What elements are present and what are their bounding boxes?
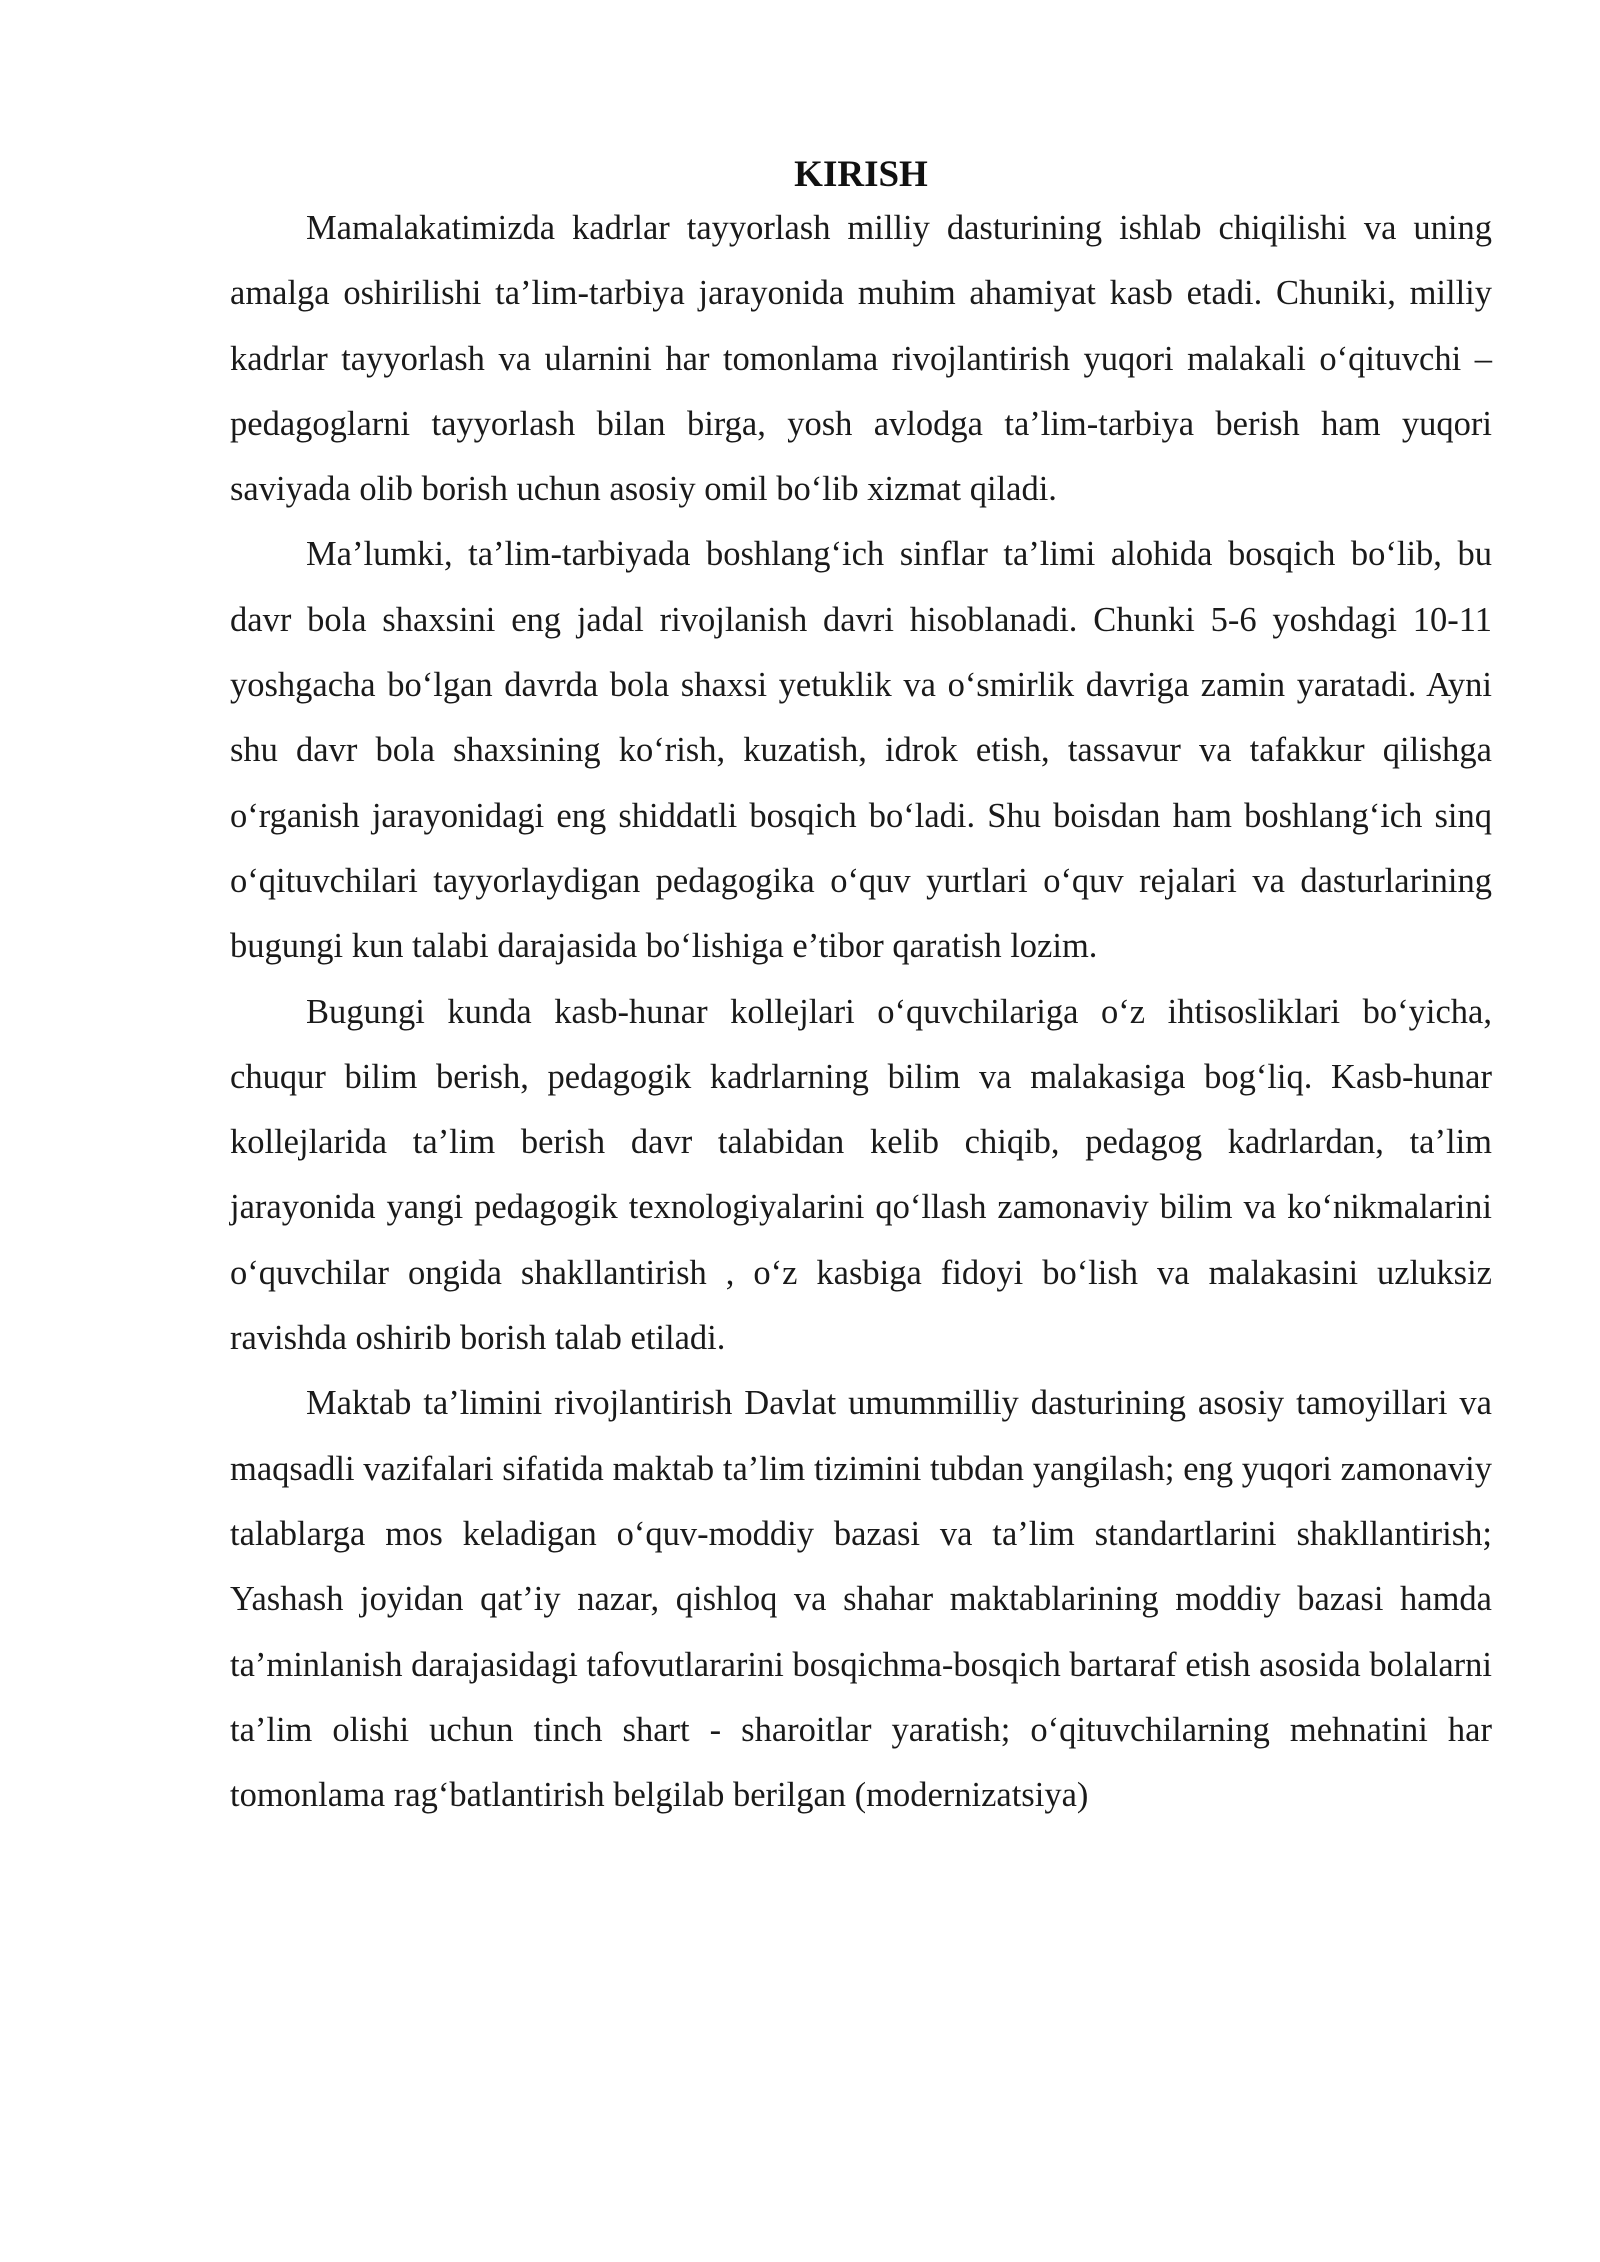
heading-container: [230, 150, 1492, 200]
paragraph-4: Maktab ta’limini rivojlantirish Davlat umummilliy dasturining asosiy tamoyillari va maqsadli vazifalari sifatida maktab ta’lim tizimini tubdan yangilash; eng yuqori zamonaviy talablarga mos keladigan o‘quv-moddiy bazasi va ta’lim standartlarini shakllantirish; Yashash joyidan qat’iy nazar, qishloq va shahar maktablarining moddiy bazasi hamda ta’minlanish darajasidagi tafovutlararini bosqichma-bosqich bartaraf etish asosida bolalarni ta’lim olishi uchun tinch shart - sharoitlar yaratish; o‘qituvchilarning mehnatini har tomonlama rag‘batlantirish belgilab berilgan (modernizatsiya): [230, 1384, 1492, 1815]
paragraph-3: Bugungi kunda kasb-hunar kollejlari o‘quvchilariga o‘z ihtisosliklari bo‘yicha, chuqur bilim berish, pedagogik kadrlarning bilim va malakasiga bog‘liq. Kasb-hunar kollejlarida ta’lim berish davr talabidan kelib chiqib, pedagog kadrlardan, ta’lim jarayonida yangi pedagogik texnologiyalarini qo‘llash zamonaviy bilim va ko‘nikmalarini o‘quvchilar ongida shakllantirish , o‘z kasbiga fidoyi bo‘lish va malakasini uzluksiz ravishda oshirib borish talab etiladi.: [230, 992, 1492, 1358]
document-body: [230, 196, 1492, 1828]
page-title: KIRISH: [794, 154, 928, 195]
paragraph-1: Mamalakatimizda kadrlar tayyorlash milliy dasturining ishlab chiqilishi va uning amalga oshirilishi ta’lim-tarbiya jarayonida muhim ahamiyat kasb etadi. Chuniki, milliy kadrlar tayyorlash va ularnini har tomonlama rivojlantirish yuqori malakali o‘qituvchi –pedagoglarni tayyorlash bilan birga, yosh avlodga ta’lim-tarbiya berish ham yuqori saviyada olib borish uchun asosiy omil bo‘lib xizmat qiladi.: [230, 209, 1492, 509]
paragraph-2: Ma’lumki, ta’lim-tarbiyada boshlang‘ich sinflar ta’limi alohida bosqich bo‘lib, bu davr bola shaxsini eng jadal rivojlanish davri hisoblanadi. Chunki 5-6 yoshdagi 10-11 yoshgacha bo‘lgan davrda bola shaxsi yetuklik va o‘smirlik davriga zamin yaratadi. Ayni shu davr bola shaxsining ko‘rish, kuzatish, idrok etish, tassavur va tafakkur qilishga o‘rganish jarayonidagi eng shiddatli bosqich bo‘ladi. Shu boisdan ham boshlang‘ich sinq o‘qituvchilari tayyorlaydigan pedagogika o‘quv yurtlari o‘quv rejalari va dasturlarining bugungi kun talabi darajasida bo‘lishiga e’tibor qaratish lozim.: [230, 535, 1492, 966]
